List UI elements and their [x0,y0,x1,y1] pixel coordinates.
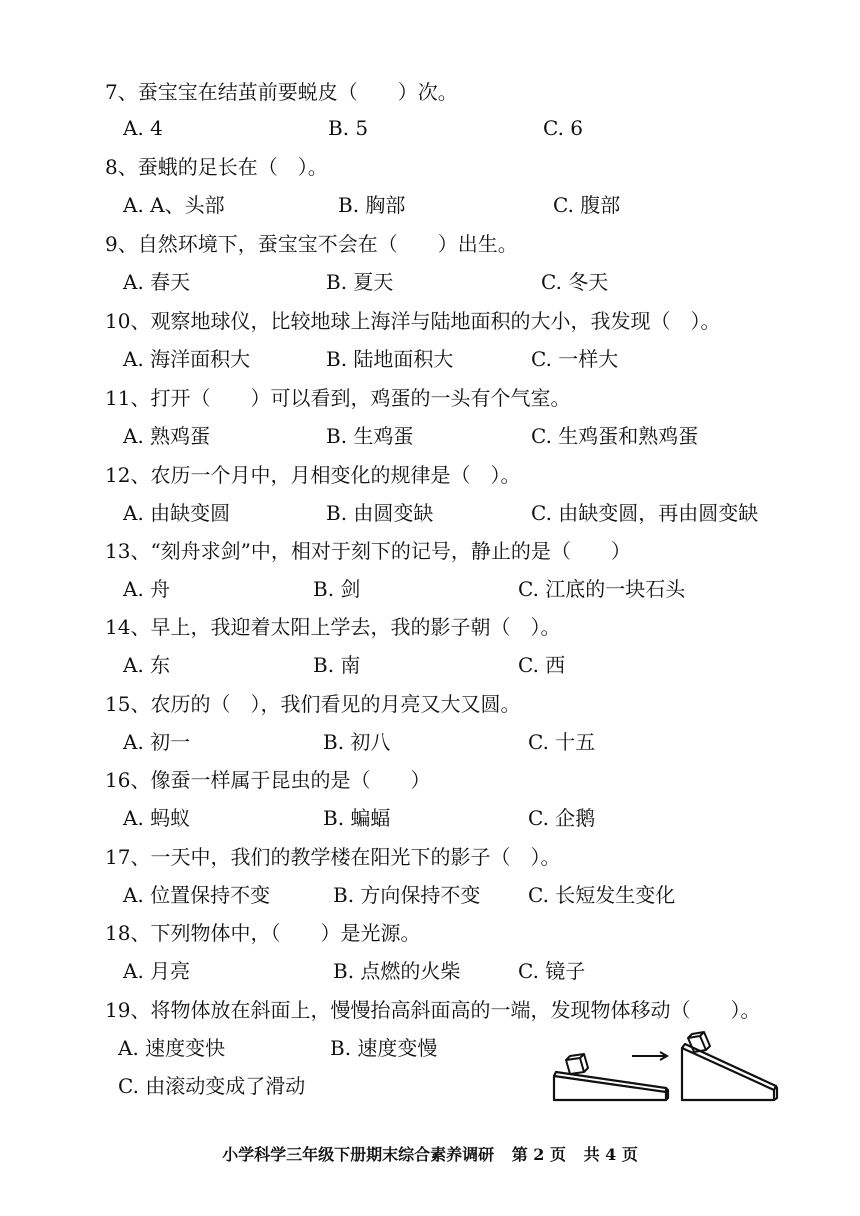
q7-option-c: C. 6 [543,116,584,140]
q15-option-b: B. 初八 [323,730,391,754]
q16-option-b: B. 蝙蝠 [323,806,391,830]
q10-option-a: A. 海洋面积大 [123,347,251,371]
q18-option-b: B. 点燃的火柴 [333,959,461,983]
incline-figure [548,1030,788,1110]
question-10: 10、观察地球仪，比较地球上海洋与陆地面积的大小，我发现（ ）。 [105,309,721,333]
q19-option-c: C. 由滚动变成了滑动 [118,1074,306,1098]
q13-option-a: A. 舟 [123,577,171,601]
q11-option-b: B. 生鸡蛋 [326,424,414,448]
q8-option-a: A. A、头部 [123,193,225,217]
arrow-icon [632,1052,667,1060]
q14-option-c: C. 西 [518,653,566,677]
question-16: 16、像蚕一样属于昆虫的是（ ） [105,768,431,792]
q8-option-b: B. 胸部 [338,193,406,217]
q13-option-c: C. 江底的一块石头 [518,577,686,601]
question-19: 19、将物体放在斜面上，慢慢抬高斜面高的一端，发现物体移动（ ）。 [105,998,761,1022]
q18-option-c: C. 镜子 [518,959,586,983]
q19-option-a: A. 速度变快 [118,1036,226,1060]
q12-option-b: B. 由圆变缺 [326,501,434,525]
question-18: 18、下列物体中，（ ）是光源。 [105,921,421,945]
block-low [566,1054,588,1074]
q16-option-c: C. 企鹅 [528,806,596,830]
ramp-low [554,1072,668,1100]
q13-option-b: B. 剑 [313,577,361,601]
q19-option-b: B. 速度变慢 [330,1036,438,1060]
q11-option-c: C. 生鸡蛋和熟鸡蛋 [531,424,699,448]
q17-option-b: B. 方向保持不变 [333,883,481,907]
q14-option-b: B. 南 [313,653,361,677]
question-9: 9、自然环境下，蚕宝宝不会在（ ）出生。 [105,232,518,256]
q9-option-b: B. 夏天 [326,270,394,294]
page-footer [0,1142,860,1165]
q17-option-a: A. 位置保持不变 [123,883,271,907]
question-15: 15、农历的（ ），我们看见的月亮又大又圆。 [105,692,521,716]
q12-option-c: C. 由缺变圆，再由圆变缺 [531,501,759,525]
footer-total-pages: 共 4 页 [583,1145,638,1164]
question-13: 13、“刻舟求剑”中，相对于刻下的记号，静止的是（ ） [105,539,631,563]
q8-option-c: C. 腹部 [553,193,621,217]
q10-option-c: C. 一样大 [531,347,619,371]
q7-option-b: B. 5 [328,116,369,140]
question-12: 12、农历一个月中，月相变化的规律是（ ）。 [105,463,521,487]
q9-option-a: A. 春天 [123,270,191,294]
q18-option-a: A. 月亮 [123,959,191,983]
footer-page-number: 第 2 页 [511,1145,566,1164]
q9-option-c: C. 冬天 [541,270,609,294]
q15-option-a: A. 初一 [123,730,191,754]
question-17: 17、一天中，我们的教学楼在阳光下的影子（ ）。 [105,845,561,869]
block-high [688,1032,710,1052]
q17-option-c: C. 长短发生变化 [528,883,676,907]
q14-option-a: A. 东 [123,653,171,677]
question-14: 14、早上，我迎着太阳上学去，我的影子朝（ ）。 [105,615,561,639]
q10-option-b: B. 陆地面积大 [326,347,454,371]
q16-option-a: A. 蚂蚁 [123,806,191,830]
question-11: 11、打开（ ）可以看到，鸡蛋的一头有个气室。 [105,386,571,410]
q12-option-a: A. 由缺变圆 [123,501,231,525]
footer-title: 小学科学三年级下册期末综合素养调研 [222,1145,495,1164]
q7-option-a: A. 4 [123,116,163,140]
q15-option-c: C. 十五 [528,730,596,754]
q11-option-a: A. 熟鸡蛋 [123,424,211,448]
question-8: 8、蚕蛾的足长在（ ）。 [105,155,328,179]
question-7: 7、蚕宝宝在结茧前要蜕皮（ ）次。 [105,80,458,104]
